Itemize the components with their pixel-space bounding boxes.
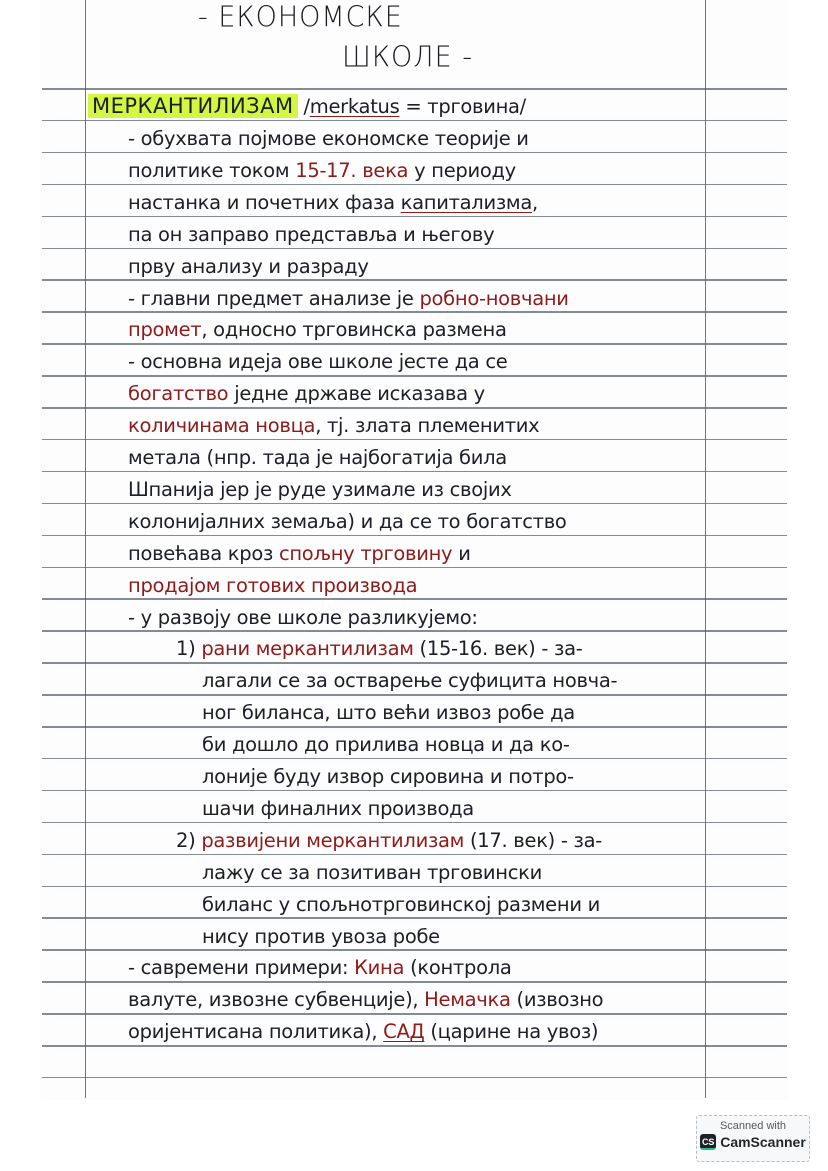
emphasized-text: промет [128,318,202,342]
emphasized-text: спољну трговину [278,541,453,565]
ruled-line [42,88,787,90]
note-text: , односно трговинска размена [201,318,507,342]
note-text: - обухвата појмове економске теорије и [128,127,529,150]
note-text: капитализма [400,190,532,214]
emphasized-text: САД [383,1020,425,1044]
etymology-word: merkatus [309,95,400,118]
note-text: метала (нпр. тада је најбогатија била [128,446,507,469]
note-text: ног биланса, што већи извоз робе да [202,701,575,725]
note-text: лагали се за остварење суфицита новча- [202,669,618,693]
title-line-1: - ЕКОНОМСКЕ [198,1,403,34]
watermark-caption: Scanned with [719,1120,787,1132]
note-text: , [531,190,538,214]
note-line [128,603,478,633]
note-text: настанка и почетних фаза [128,190,401,214]
note-text: (15-16. век) - за- [413,637,583,661]
note-line [128,284,569,314]
note-line [202,730,570,760]
emphasized-text: 15-17. века [295,158,409,182]
note-line [128,411,539,441]
note-text: биланс у спољнотрговинској размени и [202,892,600,916]
etymology-rest: = трговина/ [399,95,526,118]
note-line [176,826,602,856]
emphasized-text: развијени меркантилизам [201,828,465,852]
emphasized-text: Немачка [424,988,511,1012]
note-line [128,156,516,186]
note-line [202,666,617,696]
note-text: колонијалних земаља) и да се то богатство [128,509,567,533]
note-text: шачи финалних производа [202,796,474,820]
note-line [128,188,538,218]
emphasized-text: количинама новца [128,414,316,438]
note-line [128,985,603,1015]
note-line [202,794,474,824]
note-text: политике током [128,158,296,182]
note-text: (царине на увоз) [424,1020,599,1044]
note-line [128,252,369,282]
note-line [128,443,507,473]
note-line [128,507,567,537]
note-line [128,539,471,569]
emphasized-text: богатство [128,382,229,406]
note-text: (контрола [404,956,512,980]
ruled-line [42,1077,787,1079]
note-line [128,220,494,250]
note-line [128,953,512,983]
note-text: 2) [176,828,202,852]
note-text: (17. век) - за- [464,828,602,852]
note-text: лажу се за позитиван трговински [202,860,542,884]
note-text: прву анализу и разраду [128,254,369,278]
note-text: повећава кроз [128,541,279,565]
left-margin-line [85,0,86,1098]
note-text: би дошло до прилива новца и да ко- [202,733,570,757]
note-line [128,1017,598,1047]
note-line [128,347,507,377]
note-line [202,858,542,888]
note-line [176,634,582,664]
note-text: лоније буду извор сировина и потро- [202,765,574,788]
note-text: 1) [176,637,202,661]
note-line [128,315,507,345]
note-text: - у развоју ове школе разликујемо: [128,605,478,629]
etymology-open: / [297,95,310,118]
right-margin-line [705,0,706,1098]
note-text: валуте, извозне субвенције), [128,988,425,1012]
note-text: па он заправо представља и његову [128,222,495,246]
note-text: нису против увоза робе [202,924,440,948]
note-text: - основна идеја ове школе јесте да се [128,350,508,374]
camscanner-watermark [696,1115,810,1162]
note-text: једне државе исказава у [228,382,485,406]
emphasized-text: робно-новчани [419,286,569,310]
note-text: , тј. злата племенитих [315,414,540,438]
note-text: оријентисана политика), [128,1020,384,1044]
note-text: - главни предмет анализе је [128,286,420,310]
camscanner-logo-icon: CS [700,1134,716,1150]
watermark-brand: CamScanner [720,1134,806,1150]
note-line [128,124,529,154]
heading-line [88,91,526,121]
note-text: - савремени примери: [128,956,355,980]
note-line [128,571,417,601]
note-line [128,379,485,409]
note-line [202,890,600,920]
note-text: у периоду [408,158,516,182]
emphasized-text: продајом готових производа [128,573,418,597]
note-line [202,922,440,952]
note-text: и [452,541,471,565]
title-line-2: ШКОЛЕ - [342,41,473,74]
note-line [202,698,575,728]
note-line [128,475,512,505]
note-text: Шпанија јер је руде узимале из својих [128,477,512,501]
emphasized-text: Кина [354,956,405,980]
highlighted-term: МЕРКАНТИЛИЗАМ [88,94,298,118]
note-line [202,762,574,792]
emphasized-text: рани меркантилизам [201,637,414,661]
note-text: (извозно [510,988,604,1012]
